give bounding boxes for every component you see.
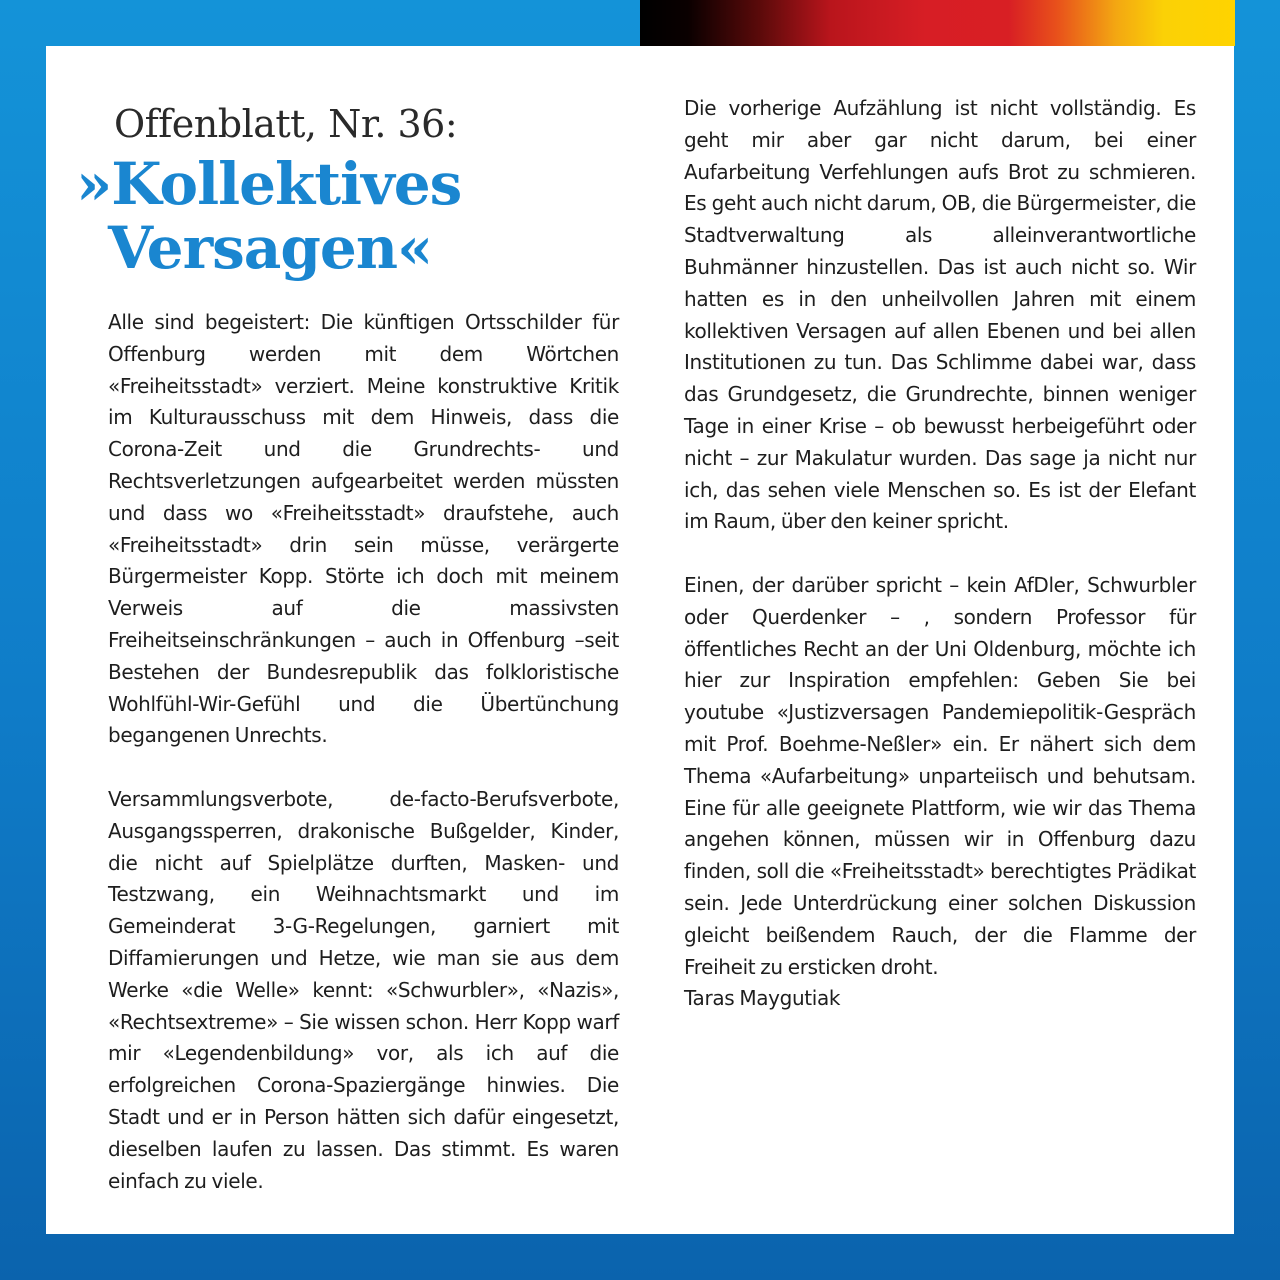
headline-line-1: »Kollektives bbox=[76, 150, 462, 218]
paragraph: Versammlungsverbote, de-facto-Berufsverbote, Ausgangssperren, drakonische Bußgelder, Kinder, die nicht auf Spielplätze durften, Masken- und Testzwang, ein Weihnachtsmarkt und im Gemeinderat 3-G-Regelungen, garniert mit Diffamierungen und Hetze, wie man sie aus dem Werke «die Welle» kennt: «Schwurbler», «Nazis», «Rechtsextreme» – Sie wissen schon. Herr Kopp warf mir «Legendenbildung» vor, als ich auf die erfolgreichen Corona-Spaziergänge hinwies. Die Stadt und er in Person hätten sich dafür eingesetzt, dieselben laufen zu lassen. Das stimmt. Es waren einfach zu viele. bbox=[108, 786, 619, 1193]
headline-line-2: Versagen« bbox=[108, 214, 433, 282]
author-signature: Taras Maygutiak bbox=[684, 986, 841, 1011]
article-column-left bbox=[108, 307, 619, 1197]
german-flag-color-bar bbox=[640, 0, 1235, 46]
paragraph: Die vorherige Aufzählung ist nicht vollständig. Es geht mir aber gar nicht darum, bei einer Aufarbeitung Verfehlungen aufs Brot zu schmieren. Es geht auch nicht darum, OB, die Bürgermeister, die Stadtverwaltung als alleinverantwortliche Buhmänner hinzustellen. Das ist auch nicht so. Wir hatten es in den unheilvollen Jahren mit einem kollektiven Versagen auf allen Ebenen und bei allen Institutionen zu tun. Das Schlimme dabei war, dass das Grundgesetz, die Grundrechte, binnen weniger Tage in einer Krise – ob bewusst herbeigeführt oder nicht – zur Makulatur wurden. Das sage ja nicht nur ich, das sehen viele Menschen so. Es ist der Elefant im Raum, über den keiner spricht. bbox=[684, 96, 1196, 534]
article-headline bbox=[76, 152, 616, 280]
article-kicker: Offenblatt, Nr. 36: bbox=[114, 102, 458, 146]
article-column-right bbox=[684, 93, 1196, 1015]
paragraph: Einen, der darüber spricht – kein AfDler, Schwurbler oder Querdenker – , sondern Professor für öffentliches Recht an der Uni Oldenburg, möchte ich hier zur Inspiration empfehlen: Geben Sie bei youtube «Justizversagen Pandemiepolitik-Gespräch mit Prof. Boehme-Neßler» ein. Er nähert sich dem Thema «Aufarbeitung» unparteiisch und behutsam. Eine für alle geeignete Plattform, wie wir das Thema angehen können, müssen wir in Offenburg dazu finden, soll die «Freiheitsstadt» berechtigtes Prädikat sein. Jede Unterdrückung einer solchen Diskussion gleicht beißendem Rauch, der die Flamme der Freiheit zu ersticken droht. bbox=[684, 572, 1196, 979]
paragraph: Alle sind begeistert: Die künftigen Ortsschilder für Offenburg werden mit dem Wörtchen «Freiheitsstadt» verziert. Meine konstruktive Kritik im Kulturausschuss mit dem Hinweis, dass die Corona-Zeit und die Grundrechts- und Rechtsverletzungen aufgearbeitet werden müssten und dass wo «Freiheitsstadt» draufstehe, auch «Freiheitsstadt» drin sein müsse, verärgerte Bürgermeister Kopp. Störte ich doch mit meinem Verweis auf die massivsten Freiheitseinschränkungen – auch in Offenburg –seit Bestehen der Bundesrepublik das folkloristische Wohlfühl-Wir-Gefühl und die Übertünchung begangenen Unrechts. bbox=[108, 310, 619, 748]
